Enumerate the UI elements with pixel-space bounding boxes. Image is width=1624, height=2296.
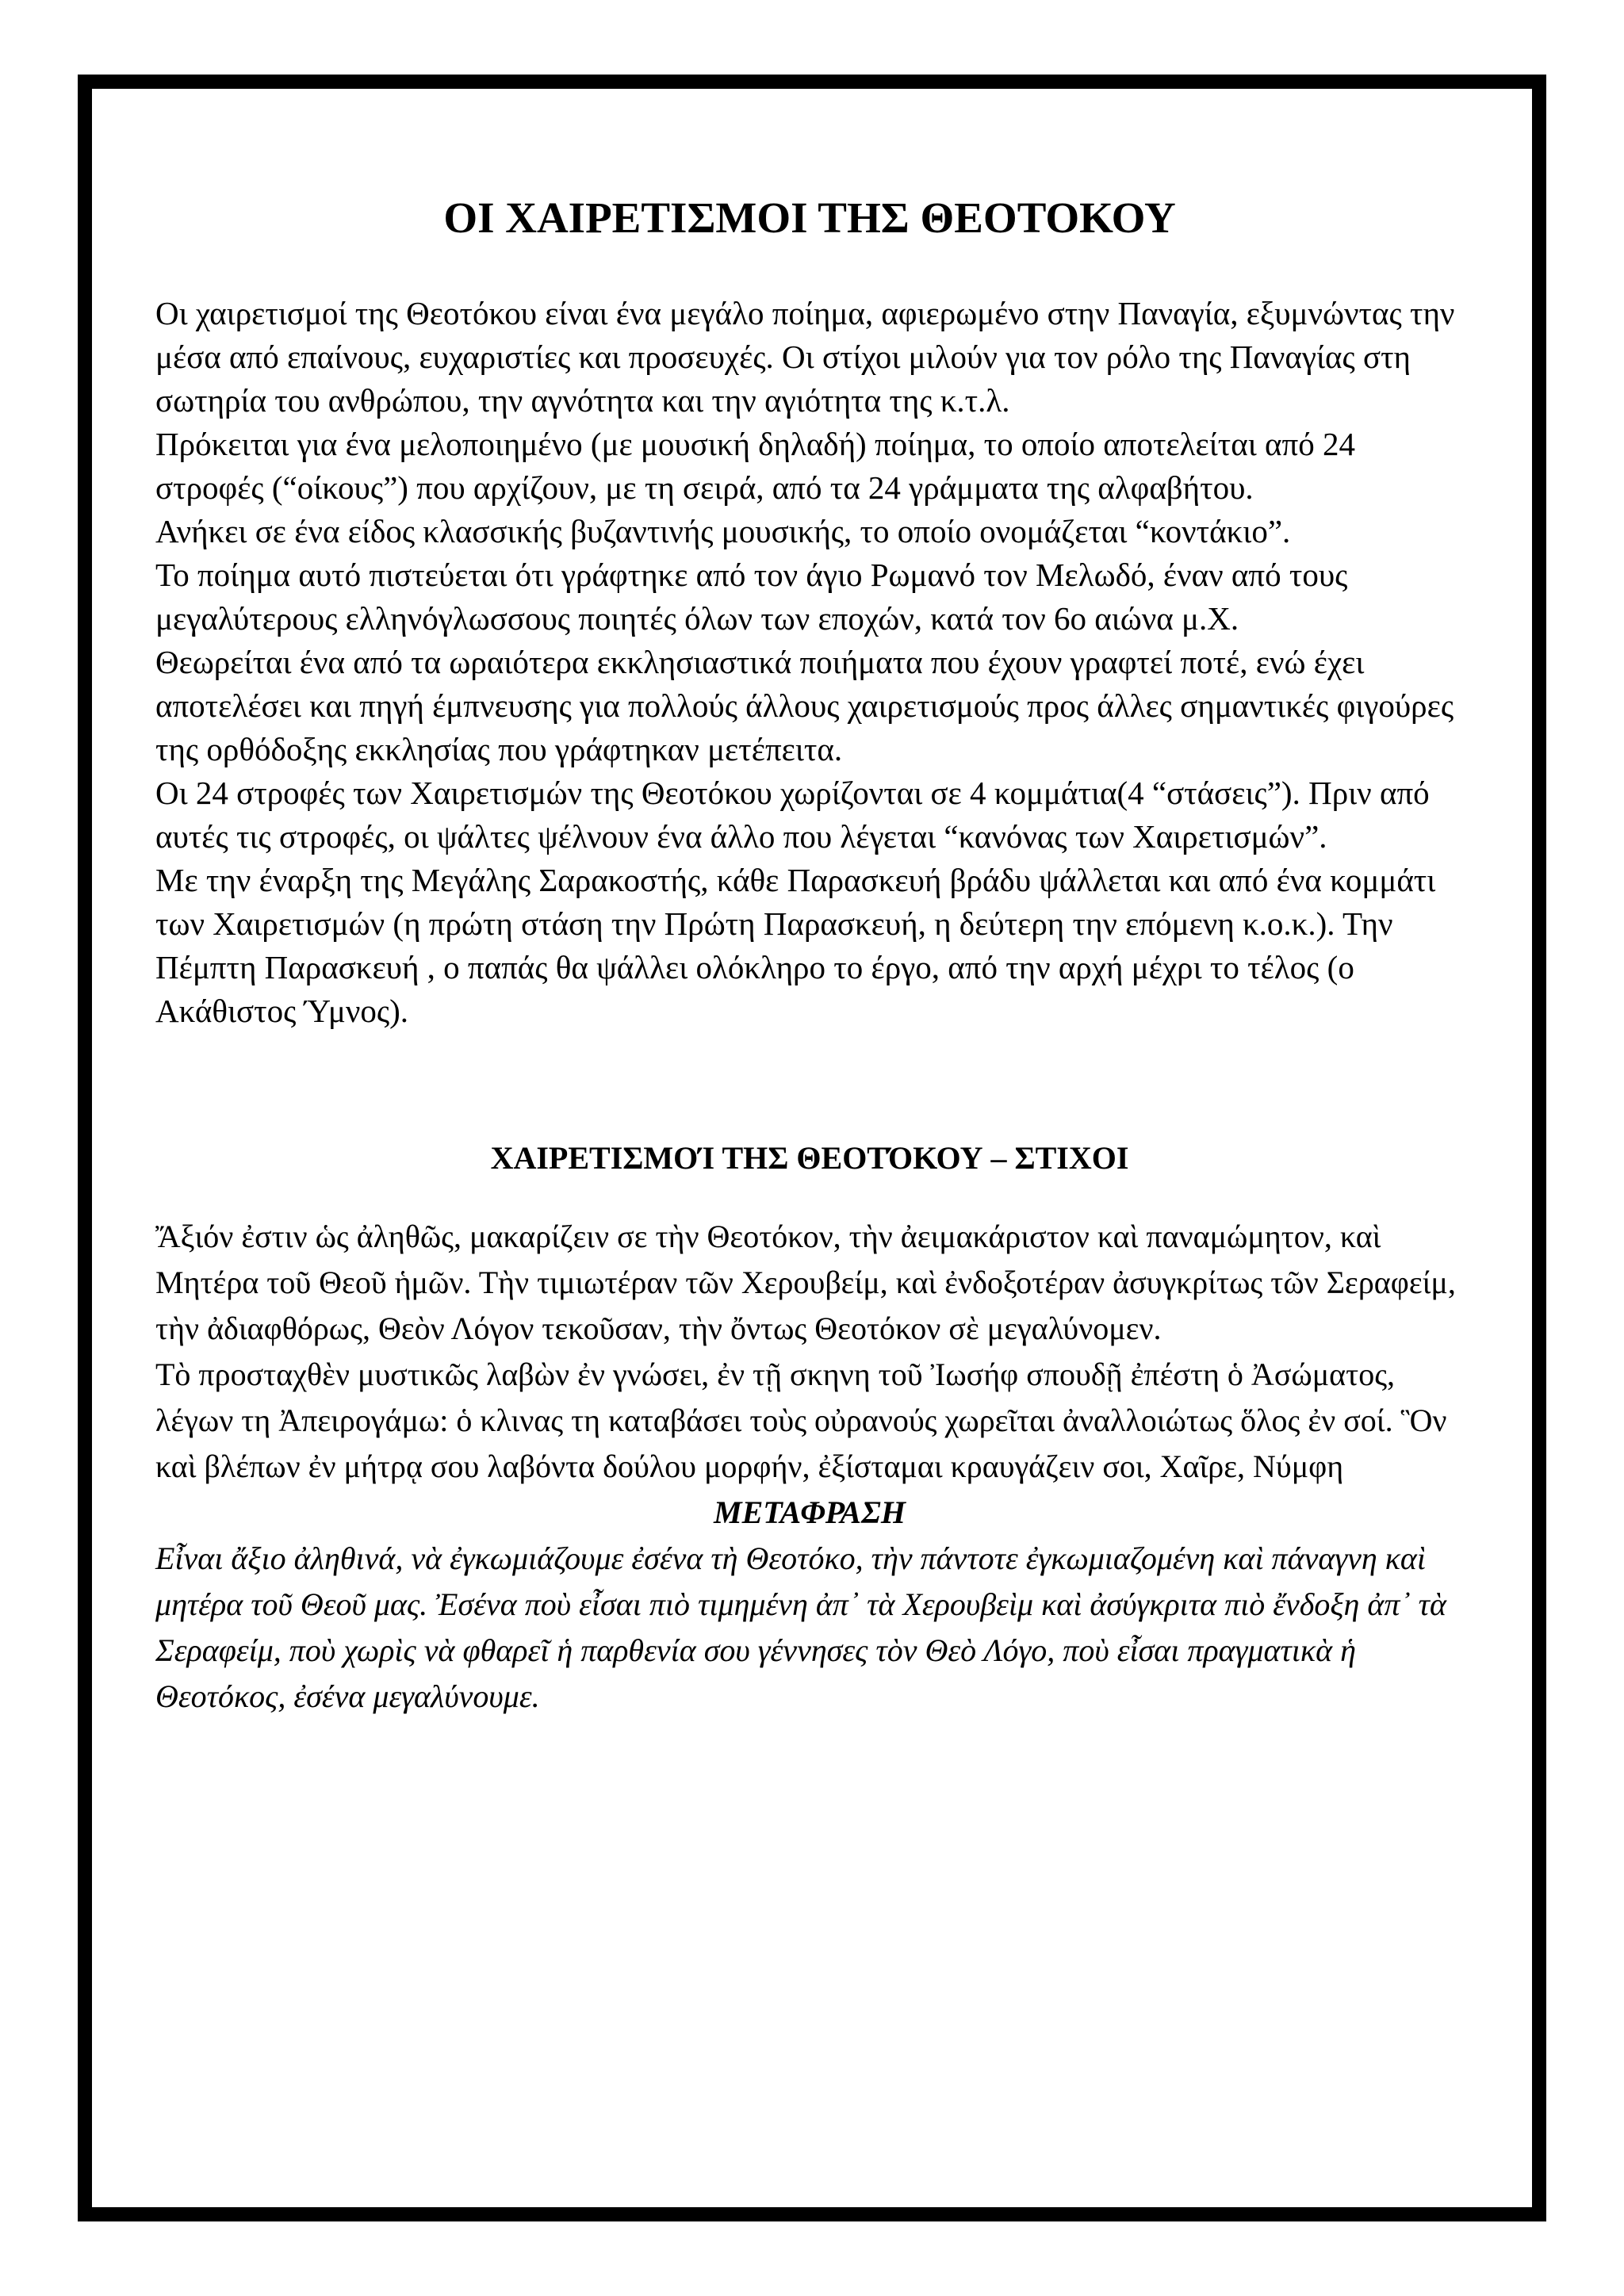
verse-section	[155, 1214, 1464, 1490]
intro-paragraph: Θεωρείται ένα από τα ωραιότερα εκκλησιαστικά ποιήματα που έχουν γραφτεί ποτέ, ενώ έχει αποτελέσει και πηγή έμπνευσης για πολλούς άλλους χαιρετισμούς προς άλλες σημαντικές φιγούρες της ορθόδοξης εκκλησίας που γράφτηκαν μετέπειτα.	[155, 644, 1454, 767]
translation-paragraph: Εἶναι ἄξιο ἀληθινά, νὰ ἐγκωμιάζουμε ἐσένα τὴ Θεοτόκο, τὴν πάντοτε ἐγκωμιαζομένη καὶ πάναγνη καὶ μητέρα τοῦ Θεοῦ μας. Ἐσένα ποὺ εἶσαι πιὸ τιμημένη ἀπ᾽ τὰ Χερουβεὶμ καὶ ἀσύγκριτα πιὸ ἔνδοξη ἀπ᾽ τὰ Σεραφείμ, ποὺ χωρὶς νὰ φθαρεῖ ἡ παρθενία σου γέννησες τὸν Θεὸ Λόγο, ποὺ εἶσαι πραγματικὰ ἡ Θεοτόκος, ἐσένα μεγαλύνουμε.	[155, 1540, 1446, 1714]
translation-title: ΜΕΤΑΦΡΑΣΗ	[714, 1494, 906, 1530]
translation-section	[155, 1536, 1464, 1720]
section-title: ΧΑΙΡΕΤΙΣΜΟΊ ΤΗΣ ΘΕΟΤΌΚΟΥ – ΣΤΙΧΟΙ	[490, 1140, 1129, 1176]
intro-paragraph: Πρόκειται για ένα μελοποιημένο (με μουσική δηλαδή) ποίημα, το οποίο αποτελείται από 24 στροφές (“οίκους”) που αρχίζουν, με τη σειρά, από τα 24 γράμματα της αλφαβήτου.	[155, 426, 1355, 506]
verse-paragraph: Τὸ προσταχθὲν μυστικῶς λαβὼν ἐν γνώσει, ἐν τῇ σκηνη τοῦ Ἰωσήφ σπουδῇ ἐπέστη ὁ Ἀσώματος, λέγων τη Ἀπειρογάμω: ὁ κλινας τη καταβάσει τοὺς οὐρανούς χωρεῖται ἀναλλοιώτως ὅλος ἐν σοί. Ὃν καὶ βλέπων ἐν μήτρᾳ σου λαβόντα δούλου μορφήν, ἐξίσταμαι κραυγάζειν σοι, Χαῖρε, Νύμφη	[155, 1357, 1447, 1484]
section-gap	[155, 1033, 1464, 1135]
intro-section	[155, 292, 1464, 1033]
intro-paragraph: Με την έναρξη της Μεγάλης Σαρακοστής, κάθε Παρασκευή βράδυ ψάλλεται και από ένα κομμάτι των Χαιρετισμών (η πρώτη στάση την Πρώτη Παρασκευή, η δεύτερη την επόμενη κ.ο.κ.). Την Πέμπτη Παρασκευή , ο παπάς θα ψάλλει ολόκληρο το έργο, από την αρχή μέχρι το τέλος (ο Ακάθιστος Ύμνος).	[155, 862, 1436, 1029]
intro-paragraph: Ανήκει σε ένα είδος κλασσικής βυζαντινής μουσικής, το οποίο ονομάζεται “κοντάκιο”.	[155, 513, 1291, 549]
intro-paragraph: Το ποίημα αυτό πιστεύεται ότι γράφτηκε από τον άγιο Ρωμανό τον Μελωδό, έναν από τους μεγαλύτερους ελληνόγλωσσους ποιητές όλων των εποχών, κατά τον 6ο αιώνα μ.Χ.	[155, 557, 1348, 637]
document-body	[155, 190, 1464, 1720]
page-title: ΟΙ ΧΑΙΡΕΤΙΣΜΟΙ ΤΗΣ ΘΕΟΤΟΚΟΥ	[443, 193, 1176, 242]
intro-paragraph: Οι 24 στροφές των Χαιρετισμών της Θεοτόκου χωρίζονται σε 4 κομμάτια(4 “στάσεις”). Πριν από αυτές τις στροφές, οι ψάλτες ψέλνουν ένα άλλο που λέγεται “κανόνας των Χαιρετισμών”.	[155, 775, 1430, 855]
intro-paragraph: Οι χαιρετισμοί της Θεοτόκου είναι ένα μεγάλο ποίημα, αφιερωμένο στην Παναγία, εξυμνώντας την μέσα από επαίνους, ευχαριστίες και προσευχές. Οι στίχοι μιλούν για τον ρόλο της Παναγίας στη σωτηρία του ανθρώπου, την αγνότητα και την αγιότητα της κ.τ.λ.	[155, 295, 1455, 419]
verse-paragraph: Ἄξιόν ἐστιν ὡς ἀληθῶς, μακαρίζειν σε τὴν Θεοτόκον, τὴν ἀειμακάριστον καὶ παναμώμητον, καὶ Μητέρα τοῦ Θεοῦ ἡμῶν. Τὴν τιμιωτέραν τῶν Χερουβείμ, καὶ ἐνδοξοτέραν ἀσυγκρίτως τῶν Σεραφείμ, τὴν ἀδιαφθόρως, Θεὸν Λόγον τεκοῦσαν, τὴν ὄντως Θεοτόκον σὲ μεγαλύνομεν.	[155, 1219, 1456, 1346]
